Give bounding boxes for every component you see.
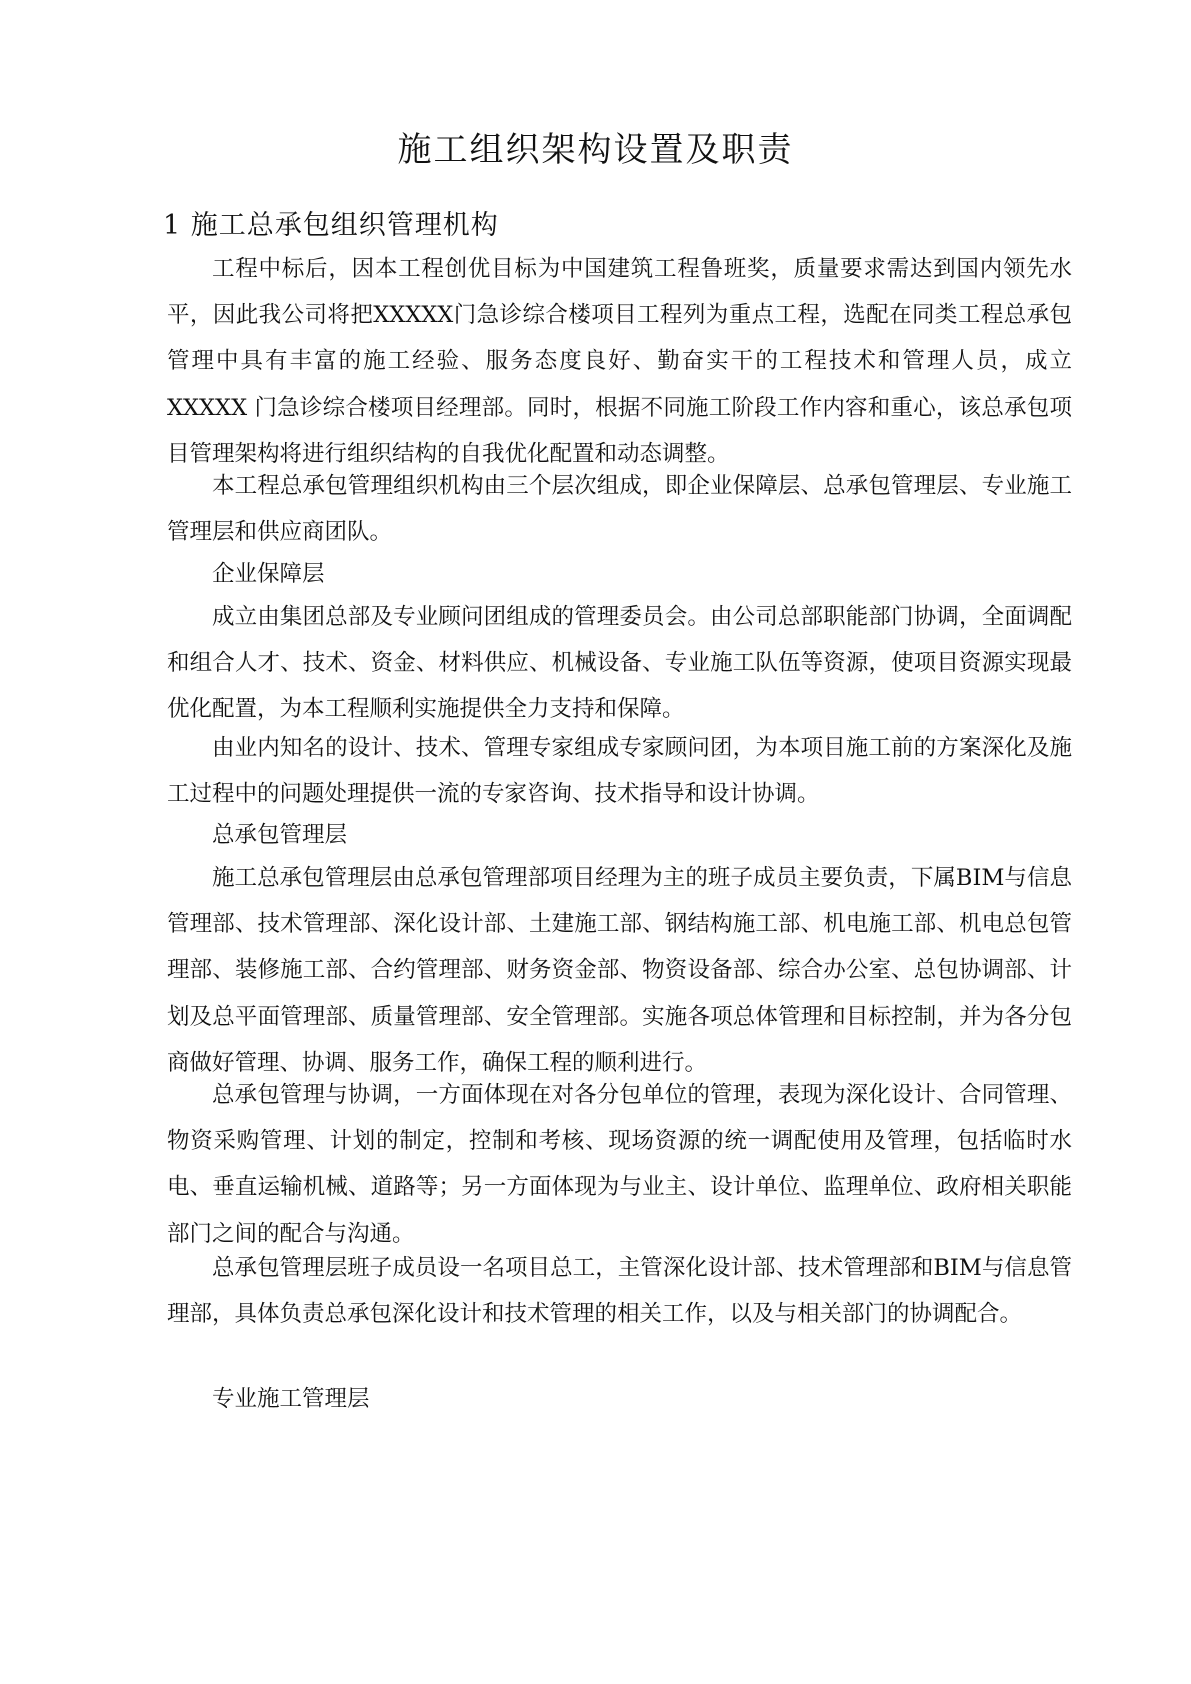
- paragraph-expert-team: 由业内知名的设计、技术、管理专家组成专家顾问团，为本项目施工前的方案深化及施工过程中的问题处理提供一流的专家咨询、技术指导和设计协调。: [167, 735, 1072, 808]
- paragraph-chief-engineer: 总承包管理层班子成员设一名项目总工，主管深化设计部、技术管理部和BIM与信息管理部，具体负责总承包深化设计和技术管理的相关工作，以及与相关部门的协调配合。: [167, 1255, 1072, 1328]
- paragraph-overview: 工程中标后，因本工程创优目标为中国建筑工程鲁班奖，质量要求需达到国内领先水平，因此我公司将把XXXXX门急诊综合楼项目工程列为重点工程，选配在同类工程总承包管理中具有丰富的施工经验、服务态度良好、勤奋实干的工程技术和管理人员，成立 XXXXX 门急诊综合楼项目经理部。同时，根据不同施工阶段工作内容和重心，该总承包项目管理架构将进行组织结构的自我优化配置和动态调整。: [167, 256, 1072, 467]
- paragraph-management-departments: 施工总承包管理层由总承包管理部项目经理为主的班子成员主要负责，下属BIM与信息管理部、技术管理部、深化设计部、土建施工部、钢结构施工部、机电施工部、机电总包管理部、装修施工部、合约管理部、财务资金部、物资设备部、综合办公室、总包协调部、计划及总平面管理部、质量管理部、安全管理部。实施各项总体管理和目标控制，并为各分包商做好管理、协调、服务工作，确保工程的顺利进行。: [167, 865, 1072, 1076]
- subheading-enterprise-support: 企业保障层: [212, 561, 325, 587]
- paragraph-management-committee: 成立由集团总部及专业顾问团组成的管理委员会。由公司总部职能部门协调，全面调配和组合人才、技术、资金、材料供应、机械设备、专业施工队伍等资源，使项目资源实现最优化配置，为本工程顺利实施提供全力支持和保障。: [167, 604, 1072, 723]
- paragraph-management-coordination: 总承包管理与协调，一方面体现在对各分包单位的管理，表现为深化设计、合同管理、物资采购管理、计划的制定，控制和考核、现场资源的统一调配使用及管理，包括临时水电、垂直运输机械、道路等；另一方面体现为与业主、设计单位、监理单位、政府相关职能部门之间的配合与沟通。: [167, 1082, 1072, 1247]
- subheading-general-contract-management: 总承包管理层: [212, 822, 348, 848]
- paragraph-organization-levels: 本工程总承包管理组织机构由三个层次组成，即企业保障层、总承包管理层、专业施工管理层和供应商团队。: [167, 473, 1072, 546]
- section-heading: 1 施工总承包组织管理机构: [163, 210, 499, 241]
- subheading-professional-construction: 专业施工管理层: [212, 1386, 370, 1412]
- document-title: 施工组织架构设置及职责: [397, 130, 794, 170]
